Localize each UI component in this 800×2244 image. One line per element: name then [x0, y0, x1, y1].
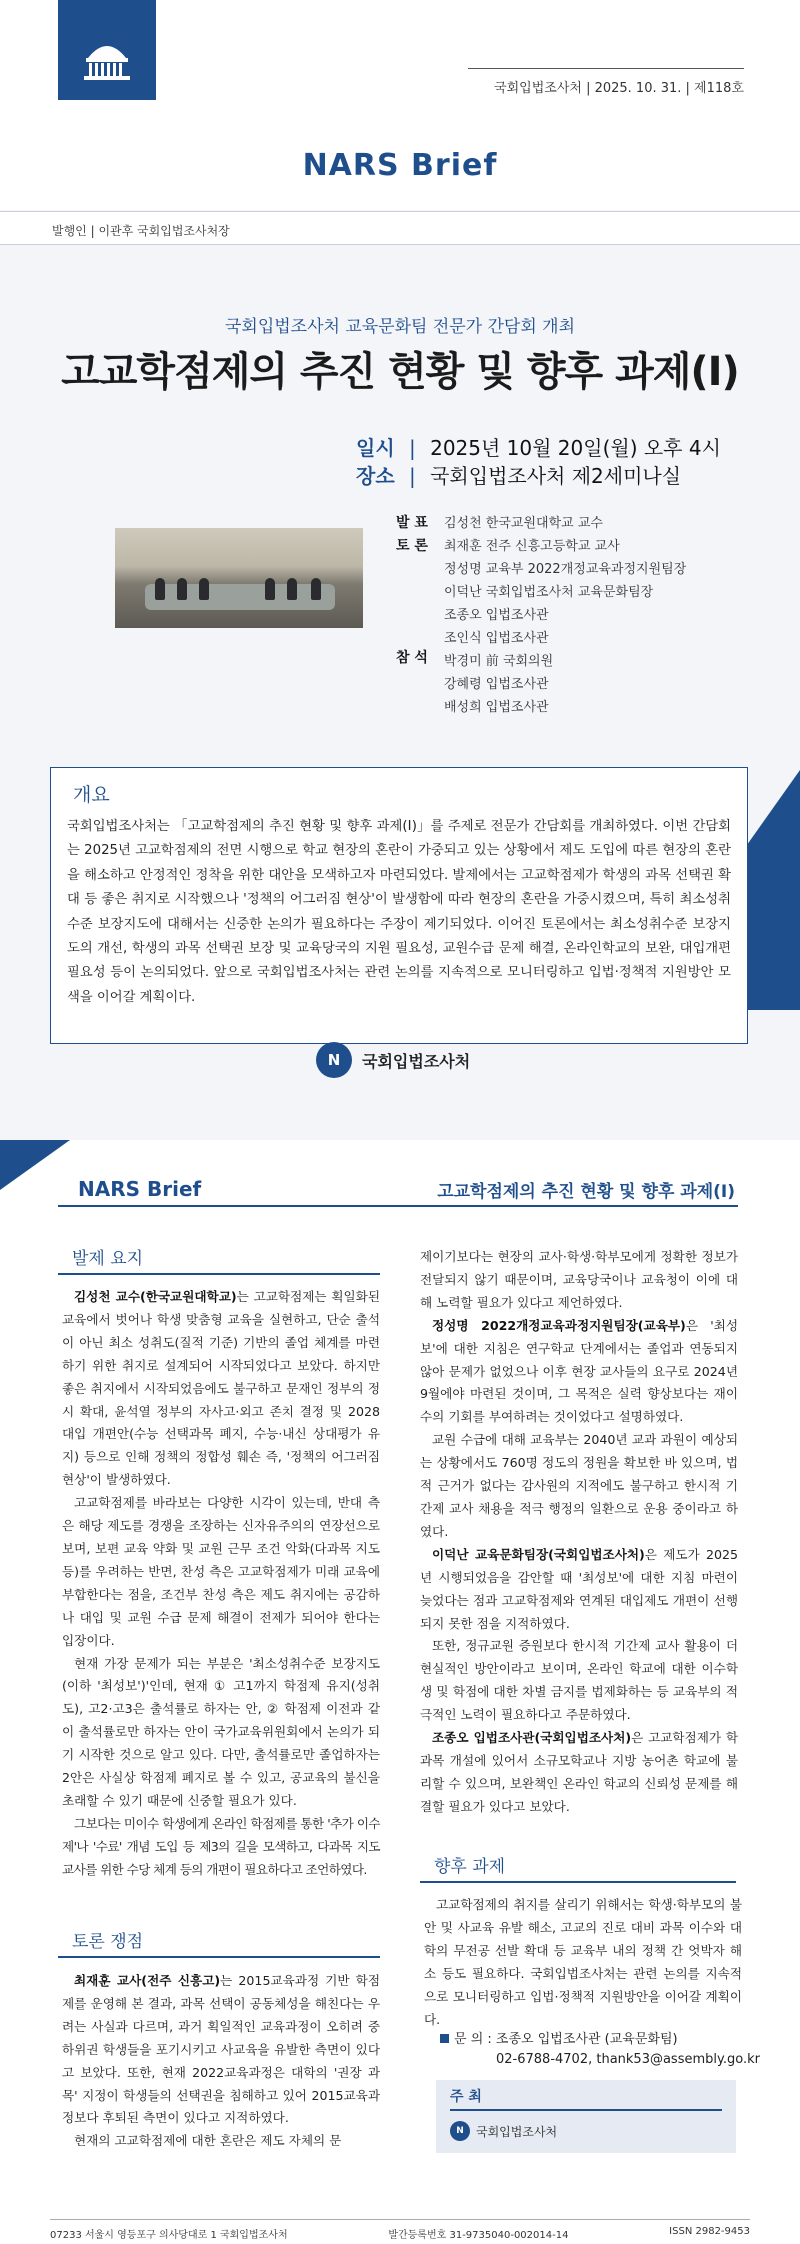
- future-tasks: [424, 1894, 742, 2031]
- participant: 배성희 입법조사관: [444, 700, 549, 715]
- publisher-bar: 발행인 | 이관후 국회입법조사처장: [0, 211, 800, 245]
- right-column: [420, 1246, 738, 1819]
- date-label: 일시: [356, 436, 395, 460]
- event-date: 일시 | 2025년 10월 20일(월) 오후 4시: [356, 436, 721, 460]
- paragraph: 제이기보다는 현장의 교사·학생·학부모에게 정확한 정보가 전달되지 않기 때문이며, 교육당국이나 교육청이 이에 대해 노력할 필요가 있다고 제언하였다.: [420, 1249, 738, 1310]
- nars-brief-logo: NARS Brief: [302, 148, 498, 183]
- page-footer: [50, 2219, 750, 2241]
- participant: 조인식 입법조사관: [444, 631, 549, 646]
- issue-meta: 국회입법조사처 | 2025. 10. 31. | 제118호: [468, 68, 744, 96]
- attendee-figure: [265, 578, 275, 600]
- contact-info: [440, 2030, 760, 2070]
- section-heading: 토론 쟁점: [58, 1927, 380, 1958]
- paragraph: 현재 가장 문제가 되는 부분은 '최소성취수준 보장지도(이하 '최성보')'인데, 현재 ① 고1까지 학점제 유지(성취도), 고2·고3은 출석률로 하자는 안, ② 학점제 이전과 같이 출석률로만 하자는 안이 국가교육위원회에서 논의가 되기 시작한 것으로 알고 있다. 다만, 출석률로만 졸업하자는 2안은 사실상 학점제 폐지로 볼 수 있고, 공교육의 불신을 초래할 수 있기 때문에 신중할 필요가 있다.: [62, 1655, 380, 1808]
- event-title: 고교학점제의 추진 현황 및 향후 과제(I): [61, 349, 739, 395]
- nars-emblem-icon: N: [450, 2121, 470, 2141]
- paragraph: 그보다는 미이수 학생에게 온라인 학점제를 통한 '추가 이수제'나 '수료' 개념 도입 등 제3의 길을 모색하고, 다과목 지도 교사를 위한 수당 체계 등의 개편이 필요하다고 조언하였다.: [62, 1815, 380, 1877]
- paragraph-text: 은 제도가 2025년 시행되었음을 감안할 때 '최성보'에 대한 지침 마련이 늦었다는 점과 고교학점제와 연계된 대입제도 개편이 선행되지 못한 점을 지적하였다.: [420, 1546, 739, 1631]
- venue-label: 장소: [356, 464, 395, 488]
- event-subtitle: 국회입법조사처 교육문화팀 전문가 간담회 개최: [224, 317, 576, 337]
- host-org-name: 국회입법조사처: [476, 2124, 558, 2139]
- nars-emblem-icon: N: [316, 1042, 352, 1078]
- paragraph: 고교학점제의 취지를 살리기 위해서는 학생·학부모의 불안 및 사교육 유발 해소, 고교의 진로 대비 과목 이수와 대학의 무전공 선발 확대 등 교육부 내의 정책 간 엇박자 해소 등도 필요하다. 국회입법조사처는 관련 논의를 지속적으로 모니터링하고 입법·정책적 지원방안을 이어갈 계획이다.: [424, 1897, 742, 2027]
- participant: 최재훈 전주 신흥고등학교 교사: [444, 539, 620, 554]
- contact-label: 문 의 :: [454, 2032, 492, 2047]
- org-name: 국회입법조사처: [362, 1051, 471, 1071]
- paragraph-text: 는 고교학점제는 획일화된 교육에서 벗어나 학생 맞춤형 교육을 실현하고, 단순 출석이 아닌 최소 성취도(질적 기준) 기반의 졸업 체계를 마련하기 위한 취지로 설계되어 시작되었다고 보았다. 하지만 좋은 취지에서 시작되었음에도 불구하고 문재인 정부의 정시 확대, 윤석열 정부의 자사고·외고 존치 결정 및 2028 대입 개편안(수능 선택과목 폐지, 수능·내신 상대평가 유지) 등으로 인해 정책의 정합성 훼손 즉, '정책의 어그러짐 현상'이 발생하였다.: [62, 1289, 381, 1488]
- footer-issn: ISSN 2982-9453: [669, 2226, 750, 2237]
- discussant-label: 토 론: [396, 538, 428, 554]
- participant: 정성명 교육부 2022개정교육과정지원팀장: [444, 562, 687, 577]
- participant: 강혜령 입법조사관: [444, 677, 549, 692]
- attendee-figure: [155, 578, 165, 600]
- nars-org-footer: [316, 1042, 470, 1078]
- date-value: 2025년 10월 20일(월) 오후 4시: [430, 436, 721, 460]
- speaker-name: 이덕난 교육문화팀장(국회입법조사처): [432, 1546, 645, 1562]
- host-label: 주 최: [450, 2086, 722, 2111]
- bullet-square-icon: [440, 2034, 449, 2043]
- overview-title: 개요: [73, 784, 110, 806]
- attendee-figure: [199, 578, 209, 600]
- paragraph-text: 은 고교학점제가 학과목 개설에 있어서 소규모학교나 지방 농어촌 학교에 불리할 수 있으며, 보완책인 온라인 학교의 신뢰성 문제를 해결할 필요가 있다고 보았다.: [420, 1730, 738, 1814]
- paragraph: 교원 수급에 대해 교육부는 2040년 교과 과원이 예상되는 상황에서도 760명 정도의 정원을 확보한 바 있으며, 법적 근거가 없다는 감사원의 지적에도 불구하고 한시적 기간제 교사 채용을 적극 행정의 일환으로 운용 중이라고 하였다.: [420, 1432, 738, 1539]
- left-column: [62, 1286, 380, 1882]
- participant: 이덕난 국회입법조사처 교육문화팀장: [444, 585, 654, 600]
- paragraph: 또한, 정규교원 증원보다 한시적 기간제 교사 활용이 더 현실적인 방안이라고 보이며, 온라인 학교에 대한 이수학생 및 학점에 대한 차별 금지를 법제화하는 등 교육부의 적극적인 노력이 필요하다고 주문하였다.: [420, 1638, 738, 1723]
- section-heading: 발제 요지: [58, 1244, 380, 1275]
- paragraph: 현재의 고교학점제에 대한 혼란은 제도 자체의 문: [74, 2133, 342, 2149]
- participant: 박경미 前 국회의원: [444, 654, 554, 669]
- overview-body: 국회입법조사처는 「고교학점제의 추진 현황 및 향후 과제(Ⅰ)」를 주제로 전문가 간담회를 개최하였다. 이번 간담회는 2025년 고교학점제의 전면 시행으로 학교 현장의 혼란이 가중되고 있는 상황에서 제도 도입에 따른 현장의 혼란을 해소하고 안정적인 정착을 위한 대안을 모색하고자 마련되었다. 발제에서는 고교학점제가 학생의 과목 선택권 확대 등 좋은 취지로 시작했으나 '정책의 어그러짐 현상'이 발생함에 따라 현장의 혼란을 가중시켰으며, 특히 최소성취수준 보장지도에 대해서는 신중한 논의가 필요하다는 주장이 제기되었다. 이어진 토론에서는 최소성취수준 보장지도의 개선, 학생의 과목 선택권 보장 및 교육당국의 지원 필요성, 교원수급 문제 해결, 온라인학교의 보완, 대입개편 필요성 등이 논의되었다. 앞으로 국회입법조사처는 관련 논의를 지속적으로 모니터링하고 입법·정책적 지원방안 모색을 이어갈 계획이다.: [67, 819, 731, 1005]
- paragraph: 고교학점제를 바라보는 다양한 시각이 있는데, 반대 측은 해당 제도를 경쟁을 조장하는 신자유주의의 연장선으로 보며, 보편 교육 약화 및 교원 근무 조건 악화(다과목 지도 등)를 우려하는 반면, 찬성 측은 고교학점제가 미래 교육에 부합한다는 점을, 조건부 찬성 측은 제도 취지에는 공감하나 대입 및 교원 수급 문제 해결이 전제가 되어야 한다는 입장이다.: [62, 1495, 380, 1648]
- speaker-name: 김성천 교수(한국교원대학교): [74, 1289, 237, 1304]
- assembly-building-icon: [58, 0, 156, 100]
- footer-address: 07233 서울시 영등포구 의사당대로 1 국회입법조사처: [50, 2230, 288, 2241]
- attendee-label: 참 석: [396, 650, 428, 666]
- footer-registration: 발간등록번호 31-9735040-002014-14: [388, 2230, 569, 2241]
- presenter-label: 발 표: [396, 515, 428, 531]
- host-org: [450, 2121, 722, 2141]
- paragraph-text: 은 '최성보'에 대한 지침은 연구학교 단계에서는 졸업과 연동되지 않아 문제가 없었으나 이후 현장 교사들의 요구로 2024년 9월에야 마련된 것이며, 그 목적은 실력 향상보다는 재이수의 기회를 부여하려는 것이었다고 설명하였다.: [420, 1317, 738, 1425]
- event-venue: 장소 | 국회입법조사처 제2세미나실: [356, 464, 682, 488]
- nars-brief-logo: NARS Brief: [78, 1177, 202, 1201]
- overview-box: [50, 767, 748, 1044]
- speaker-name: 최재훈 교사(전주 신흥고): [74, 1973, 221, 1988]
- contact-name: 조종오 입법조사관 (교육문화팀): [495, 2032, 678, 2047]
- participant: 김성천 한국교원대학교 교수: [444, 516, 603, 531]
- speaker-name: 정성명 2022개정교육과정지원팀장(교육부): [432, 1317, 686, 1333]
- venue-value: 국회입법조사처 제2세미나실: [430, 464, 682, 488]
- attendee-figure: [287, 578, 297, 600]
- attendee-figure: [177, 578, 187, 600]
- host-box: [436, 2080, 736, 2153]
- running-title: 고교학점제의 추진 현황 및 향후 과제(I): [437, 1182, 735, 1202]
- speaker-name: 조종오 입법조사관(국회입법조사처): [432, 1730, 632, 1746]
- assembly-logo: [58, 0, 156, 100]
- section-heading: 향후 과제: [420, 1852, 736, 1883]
- meeting-photo: [115, 528, 363, 628]
- attendee-figure: [311, 578, 321, 600]
- paragraph-text: 는 2015교육과정 기반 학점제를 운영해 본 결과, 과목 선택이 공동체성을 해친다는 우려는 사실과 다르며, 과거 획일적인 교육과정이 오히려 중하위권 학생들을 포기시키고 사교육을 유발한 측면이 있다고 보았다. 또한, 현재 2022교육과정은 대학의 '권장 과목' 지정이 학생들의 선택권을 침해하고 있어 2015교육과정보다 후퇴된 측면이 있다고 지적하였다.: [62, 1973, 380, 2126]
- header-rule: [58, 1205, 738, 1207]
- participant: 조종오 입법조사관: [444, 608, 549, 623]
- left-column-cont: [62, 1970, 380, 2153]
- contact-details: 02-6788-4702, thank53@assembly.go.kr: [496, 2052, 760, 2067]
- decor-triangle: [0, 1140, 70, 1190]
- meeting-table: [145, 584, 335, 610]
